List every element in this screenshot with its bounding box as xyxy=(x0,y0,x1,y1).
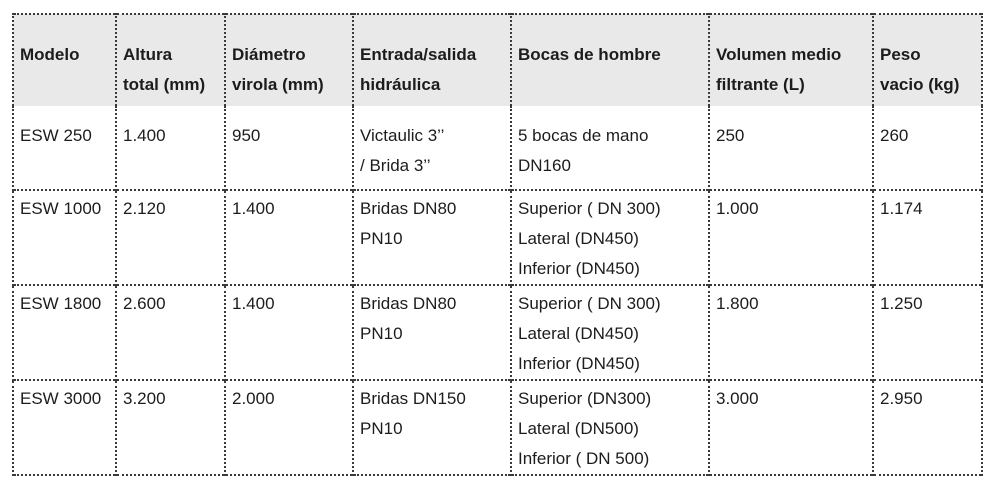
cell-altura: 3.200 xyxy=(116,380,225,475)
cell-peso: 260 xyxy=(873,106,982,190)
header-modelo: Modelo xyxy=(13,14,116,106)
table-row xyxy=(13,285,982,380)
cell-diametro: 950 xyxy=(225,106,353,190)
cell-bocas: Superior ( DN 300) Lateral (DN450) Inferior (DN450) xyxy=(511,190,709,285)
cell-volumen: 1.800 xyxy=(709,285,873,380)
cell-modelo: ESW 1000 xyxy=(13,190,116,285)
cell-entrada-salida: Bridas DN80 PN10 xyxy=(353,190,511,285)
cell-entrada-salida: Bridas DN80 PN10 xyxy=(353,285,511,380)
cell-diametro: 2.000 xyxy=(225,380,353,475)
header-entrada-salida: Entrada/salida hidráulica xyxy=(353,14,511,106)
cell-volumen: 1.000 xyxy=(709,190,873,285)
header-volumen-filtrante: Volumen medio filtrante (L) xyxy=(709,14,873,106)
cell-volumen: 3.000 xyxy=(709,380,873,475)
table-row xyxy=(13,380,982,475)
cell-modelo: ESW 3000 xyxy=(13,380,116,475)
header-row xyxy=(13,14,982,106)
specifications-table xyxy=(12,13,983,476)
cell-bocas: Superior (DN300) Lateral (DN500) Inferior ( DN 500) xyxy=(511,380,709,475)
cell-volumen: 250 xyxy=(709,106,873,190)
cell-peso: 1.174 xyxy=(873,190,982,285)
cell-diametro: 1.400 xyxy=(225,285,353,380)
cell-modelo: ESW 250 xyxy=(13,106,116,190)
cell-entrada-salida: Victaulic 3’’ / Brida 3’’ xyxy=(353,106,511,190)
cell-modelo: ESW 1800 xyxy=(13,285,116,380)
cell-peso: 1.250 xyxy=(873,285,982,380)
header-peso-vacio: Peso vacio (kg) xyxy=(873,14,982,106)
cell-altura: 2.600 xyxy=(116,285,225,380)
cell-peso: 2.950 xyxy=(873,380,982,475)
table-row xyxy=(13,190,982,285)
header-altura-total: Altura total (mm) xyxy=(116,14,225,106)
cell-altura: 1.400 xyxy=(116,106,225,190)
header-bocas-de-hombre: Bocas de hombre xyxy=(511,14,709,106)
cell-diametro: 1.400 xyxy=(225,190,353,285)
cell-bocas: Superior ( DN 300) Lateral (DN450) Inferior (DN450) xyxy=(511,285,709,380)
cell-altura: 2.120 xyxy=(116,190,225,285)
cell-bocas: 5 bocas de mano DN160 xyxy=(511,106,709,190)
table-body xyxy=(13,106,982,475)
table-header xyxy=(13,14,982,106)
table-row xyxy=(13,106,982,190)
cell-entrada-salida: Bridas DN150 PN10 xyxy=(353,380,511,475)
header-diametro-virola: Diámetro virola (mm) xyxy=(225,14,353,106)
